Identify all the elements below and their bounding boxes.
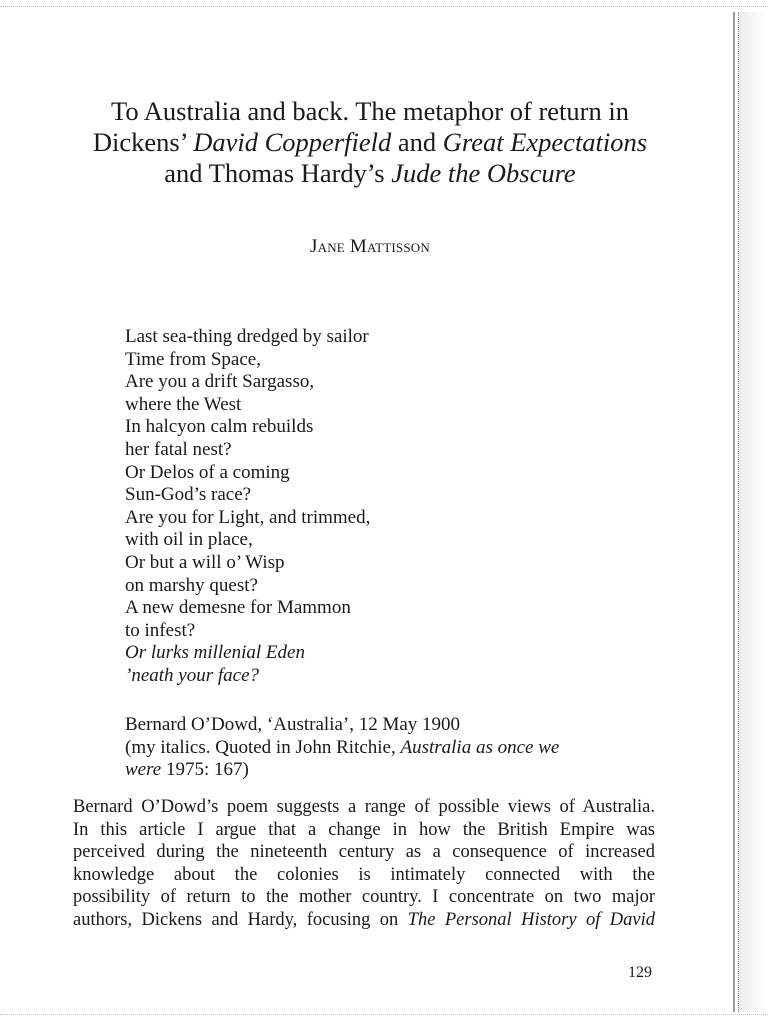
poem-line: Time from Space, — [125, 348, 261, 370]
citation-italic-title: Australia as once we — [400, 736, 560, 758]
body-line: possibility of return to the mother country. I concentrate on two major — [73, 887, 655, 908]
poem-line: on marshy quest? — [125, 574, 258, 596]
poem-line: her fatal nest? — [125, 438, 232, 460]
poem-line: where the West — [125, 393, 242, 415]
poem-line: to infest? — [125, 619, 196, 641]
author-name: Jane Mattisson — [310, 236, 430, 257]
title-line-2 — [60, 127, 680, 158]
scan-top-edge — [0, 6, 768, 7]
citation-italic-title: were — [125, 759, 162, 781]
epigraph-citation — [125, 714, 685, 782]
poem-line: Sun-God’s race? — [125, 484, 252, 506]
body-line: perceived during the nineteenth century as a consequence of increased — [73, 842, 655, 863]
article-title — [60, 96, 680, 189]
citation-line — [125, 737, 685, 760]
poem-line: Are you a drift Sargasso, — [125, 371, 315, 393]
title-line-3 — [60, 158, 680, 189]
title-text: and Thomas Hardy’s — [164, 158, 392, 188]
scan-page-edge — [733, 12, 739, 1012]
body-line: In this article I argue that a change in how the British Empire was — [73, 819, 655, 840]
epigraph-poem — [125, 326, 585, 688]
citation-text: (my italics. Quoted in John Ritchie, — [125, 736, 401, 758]
poem-line: ’neath your face? — [125, 664, 260, 686]
title-text: To Australia and back. The metaphor of return in — [111, 96, 629, 126]
title-italic-work: Jude the Obscure — [391, 158, 576, 188]
citation-text: 1975: 167) — [161, 759, 249, 781]
poem-line: with oil in place, — [125, 529, 253, 551]
poem-line: Or lurks millenial Eden — [125, 642, 305, 664]
poem-line: A new demesne for Mammon — [125, 597, 351, 619]
poem-line: Last sea-thing dredged by sailor — [125, 326, 369, 347]
title-italic-work: David Copperfield — [193, 127, 392, 157]
title-text: and — [391, 127, 443, 157]
citation-line: Bernard O’Dowd, ‘Australia’, 12 May 1900 — [125, 714, 461, 735]
poem-line: In halcyon calm rebuilds — [125, 416, 314, 438]
title-italic-work: Great Expectations — [442, 127, 648, 157]
poem-line: Are you for Light, and trimmed, — [125, 506, 371, 528]
body-paragraph — [73, 796, 655, 932]
scan-margin-shadow — [738, 12, 768, 1012]
scan-bottom-edge — [0, 1014, 768, 1015]
body-line: knowledge about the colonies is intimately connected with the — [73, 864, 655, 885]
body-italic-title: The Personal History of David — [407, 909, 655, 930]
title-text: Dickens’ — [92, 127, 194, 157]
title-line-1 — [60, 96, 680, 127]
body-line — [73, 909, 655, 932]
poem-line: Or Delos of a coming — [125, 461, 290, 483]
body-text: authors, Dickens and Hardy, focusing on — [73, 909, 408, 930]
poem-line: Or but a will o’ Wisp — [125, 551, 285, 573]
page-number: 129 — [628, 964, 652, 981]
body-line: Bernard O’Dowd’s poem suggests a range of possible views of Australia. — [73, 797, 655, 817]
citation-line — [125, 759, 685, 782]
